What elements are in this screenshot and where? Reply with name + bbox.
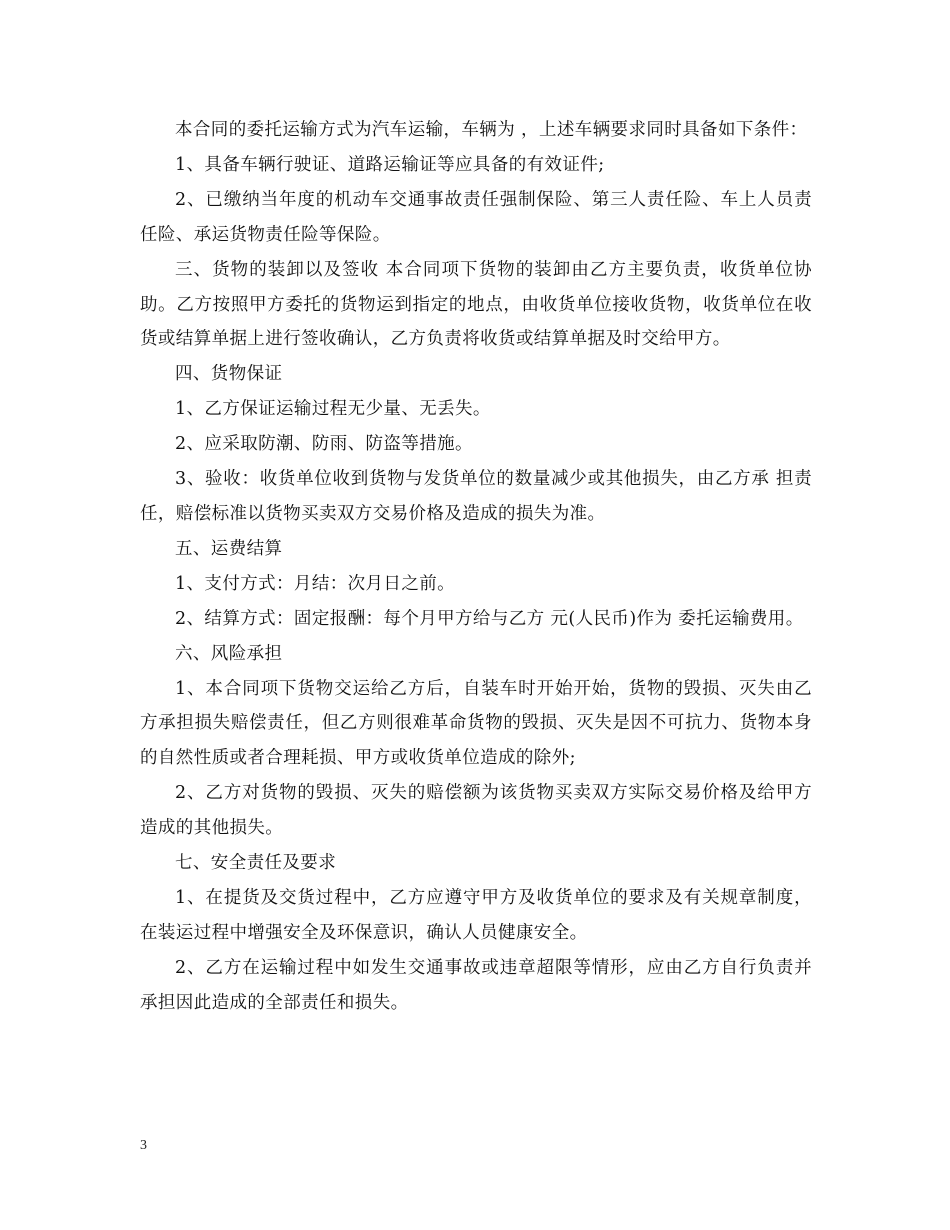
paragraph-safety-rules: 1、在提货及交货过程中，乙方应遵守甲方及收货单位的要求及有关规章制度，在装运过程中增强安全及环保意识，确认人员健康安全。 — [140, 887, 812, 943]
paragraph-protection-measures: 2、应采取防潮、防雨、防盗等措施。 — [175, 434, 473, 455]
paragraph-compensation: 2、乙方对货物的毁损、灭失的赔偿额为该货物买卖双方实际交易价格及给甲方造成的其他损失。 — [140, 783, 812, 839]
contract-body — [140, 113, 812, 1021]
paragraph-vehicle-insurance: 2、已缴纳当年度的机动车交通事故责任强制保险、第三人责任险、车上人员责任险、承运货物责任险等保险。 — [140, 189, 812, 245]
paragraph-vehicle-license: 1、具备车辆行驶证、道路运输证等应具备的有效证件; — [175, 154, 605, 175]
section-heading-goods-guarantee: 四、货物保证 — [175, 364, 283, 385]
page-number: 3 — [140, 1138, 147, 1153]
section-heading-safety: 七、安全责任及要求 — [175, 853, 337, 874]
section-heading-freight-settlement: 五、运费结算 — [175, 538, 283, 559]
paragraph-settlement-method: 2、结算方式：固定报酬：每个月甲方给与乙方 元(人民币)作为 委托运输费用。 — [175, 608, 804, 629]
paragraph-transport-method: 本合同的委托运输方式为汽车运输，车辆为 ，上述车辆要求同时具备如下条件： — [175, 120, 808, 140]
paragraph-acceptance: 3、验收：收货单位收到货物与发货单位的数量减少或其他损失，由乙方承 担责任，赔偿标准以货物买卖双方交易价格及造成的损失为准。 — [140, 469, 812, 524]
paragraph-payment-method: 1、支付方式：月结：次月日之前。 — [175, 573, 456, 594]
paragraph-loading-receipt: 三、货物的装卸以及签收 本合同项下货物的装卸由乙方主要负责，收货单位协助。乙方按照甲方委托的货物运到指定的地点，由收货单位接收货物，收货单位在收货或结算单据上进行签收确认，乙方负责将收货或结算单据及时交给甲方。 — [140, 259, 812, 350]
section-heading-risk: 六、风险承担 — [175, 643, 283, 664]
paragraph-traffic-accident: 2、乙方在运输过程中如发生交通事故或违章超限等情形，应由乙方自行负责并承担因此造成的全部责任和损失。 — [140, 957, 812, 1013]
paragraph-no-loss: 1、乙方保证运输过程无少量、无丢失。 — [175, 399, 491, 420]
paragraph-risk-transfer: 1、本合同项下货物交运给乙方后，自装车时开始开始，货物的毁损、灭失由乙方承担损失赔偿责任，但乙方则很难革命货物的毁损、灭失是因不可抗力、货物本身的自然性质或者合理耗损、甲方或收货单位造成的除外; — [140, 678, 812, 769]
